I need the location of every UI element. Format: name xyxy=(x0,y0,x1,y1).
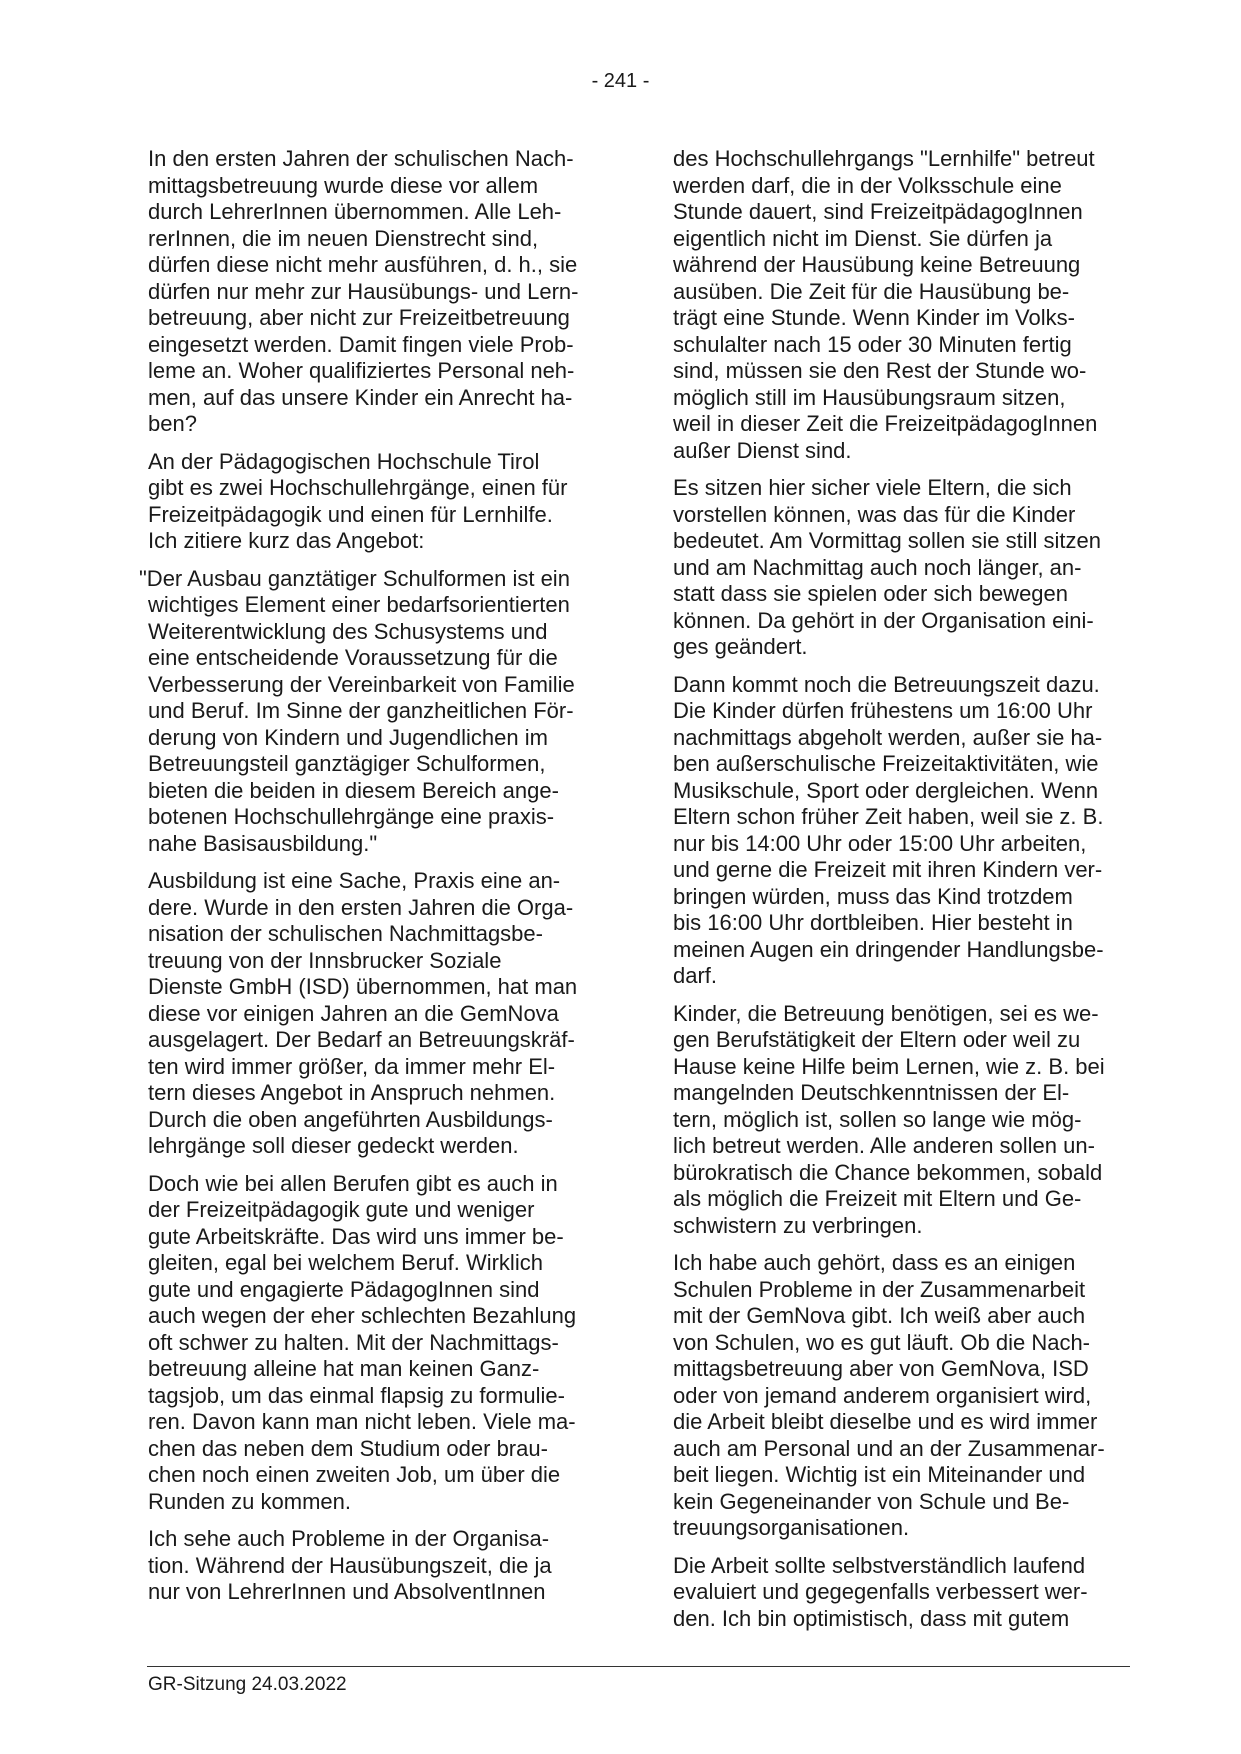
paragraph: des Hochschullehrgangs "Lernhilfe" betreut werden darf, die in der Volksschule eine Stunde dauert, sind FreizeitpädagogInnen eigentlich nicht im Dienst. Sie dürfen ja während der Hausübung keine Betreuung ausüben. Die Zeit für die Hausübung be- trägt eine Stunde. Wenn Kinder im Volks- schulalter nach 15 oder 30 Minuten fertig sind, müssen sie den Rest der Stunde wo- möglich still im Hausübungsraum sitzen, weil in dieser Zeit die FreizeitpädagogInnen außer Dienst sind. xyxy=(673,146,1098,463)
paragraph: In den ersten Jahren der schulischen Nach- mittagsbetreuung wurde diese vor allem durch LehrerInnen übernommen. Alle Leh- rerInnen, die im neuen Dienstrecht sind, dürfen diese nicht mehr ausführen, d. h., sie dürfen nur mehr zur Hausübungs- und Lern- betreuung, aber nicht zur Freizeitbetreuung eingesetzt werden. Damit fingen viele Prob- leme an. Woher qualifiziertes Personal neh- men, auf das unsere Kinder ein Anrecht ha- ben? xyxy=(148,146,579,436)
paragraph: Ausbildung ist eine Sache, Praxis eine an- dere. Wurde in den ersten Jahren die Orga- nisation der schulischen Nachmittagsbe- treuung von der Innsbrucker Soziale Dienste GmbH (ISD) übernommen, hat man diese vor einigen Jahren an die GemNova ausgelagert. Der Bedarf an Betreuungskräf- ten wird immer größer, da immer mehr El- tern dieses Angebot in Anspruch nehmen. Durch die oben angeführten Ausbildungs- lehrgänge soll dieser gedeckt werden. xyxy=(148,868,578,1158)
page-number: - 241 - xyxy=(591,70,650,92)
paragraph: Ich habe auch gehört, dass es an einigen Schulen Probleme in der Zusammenarbeit mit der GemNova gibt. Ich weiß aber auch von Schulen, wo es gut läuft. Ob die Nach- mittagsbetreuung aber von GemNova, ISD oder von jemand anderem organisiert wird, die Arbeit bleibt dieselbe und es wird immer auch am Personal und an der Zusammenar- beit liegen. Wichtig ist ein Miteinander und kein Gegeneinander von Schule und Be- treuungsorganisationen. xyxy=(673,1250,1105,1540)
footer-divider xyxy=(147,1666,1130,1667)
paragraph: Ich sehe auch Probleme in der Organisa- tion. Während der Hausübungszeit, die ja nur von LehrerInnen und AbsolventInnen xyxy=(148,1526,552,1604)
quote-paragraph: "Der Ausbau ganztätiger Schulformen ist ein wichtiges Element einer bedarfsorientierten Weiterentwicklung des Schusystems und eine entscheidende Voraussetzung für die Verbesserung der Vereinbarkeit von Familie und Beruf. Im Sinne der ganzheitlichen För- derung von Kindern und Jugendlichen im Betreuungsteil ganztägiger Schulformen, bieten die beiden in diesem Bereich ange- botenen Hochschullehrgänge eine praxis- nahe Basisausbildung." xyxy=(139,565,575,856)
right-column xyxy=(673,146,1125,1643)
paragraph: Es sitzen hier sicher viele Eltern, die sich vorstellen können, was das für die Kinder bedeutet. Am Vormittag sollen sie still sitzen und am Nachmittag auch noch länger, an- statt dass sie spielen oder sich bewegen können. Da gehört in der Organisation eini- ges geändert. xyxy=(673,475,1101,659)
paragraph: Doch wie bei allen Berufen gibt es auch in der Freizeitpädagogik gute und weniger gute Arbeitskräfte. Das wird uns immer be- gleiten, egal bei welchem Beruf. Wirklich gute und engagierte PädagogInnen sind auch wegen der eher schlechten Bezahlung oft schwer zu halten. Mit der Nachmittags- betreuung alleine hat man keinen Ganz- tagsjob, um das einmal flapsig zu formulie- ren. Davon kann man nicht leben. Viele ma- chen das neben dem Studium oder brau- chen noch einen zweiten Job, um über die Runden zu kommen. xyxy=(148,1170,577,1514)
left-column xyxy=(139,146,600,1617)
paragraph: An der Pädagogischen Hochschule Tirol gibt es zwei Hochschullehrgänge, einen für Freizeitpädagogik und einen für Lernhilfe. Ich zitiere kurz das Angebot: xyxy=(148,448,568,553)
paragraph: Kinder, die Betreuung benötigen, sei es we- gen Berufstätigkeit der Eltern oder weil zu Hause keine Hilfe beim Lernen, wie z. B. bei mangelnden Deutschkenntnissen der El- tern, möglich ist, sollen so lange wie mög- lich betreut werden. Alle anderen sollen un- bürokratisch die Chance bekommen, sobald als möglich die Freizeit mit Eltern und Ge- schwistern zu verbringen. xyxy=(673,1000,1105,1238)
footer-text: GR-Sitzung 24.03.2022 xyxy=(148,1674,347,1695)
paragraph: Dann kommt noch die Betreuungszeit dazu. Die Kinder dürfen frühestens um 16:00 Uhr nachmittags abgeholt werden, außer sie ha- ben außerschulische Freizeitaktivitäten, wie Musikschule, Sport oder dergleichen. Wenn Eltern schon früher Zeit haben, weil sie z. B. nur bis 14:00 Uhr oder 15:00 Uhr arbeiten, und gerne die Freizeit mit ihren Kindern ver- bringen würden, muss das Kind trotzdem bis 16:00 Uhr dortbleiben. Hier besteht in meinen Augen ein dringender Handlungsbe- darf. xyxy=(673,671,1104,988)
paragraph: Die Arbeit sollte selbstverständlich laufend evaluiert und gegegenfalls verbessert wer- den. Ich bin optimistisch, dass mit gutem xyxy=(673,1552,1088,1631)
